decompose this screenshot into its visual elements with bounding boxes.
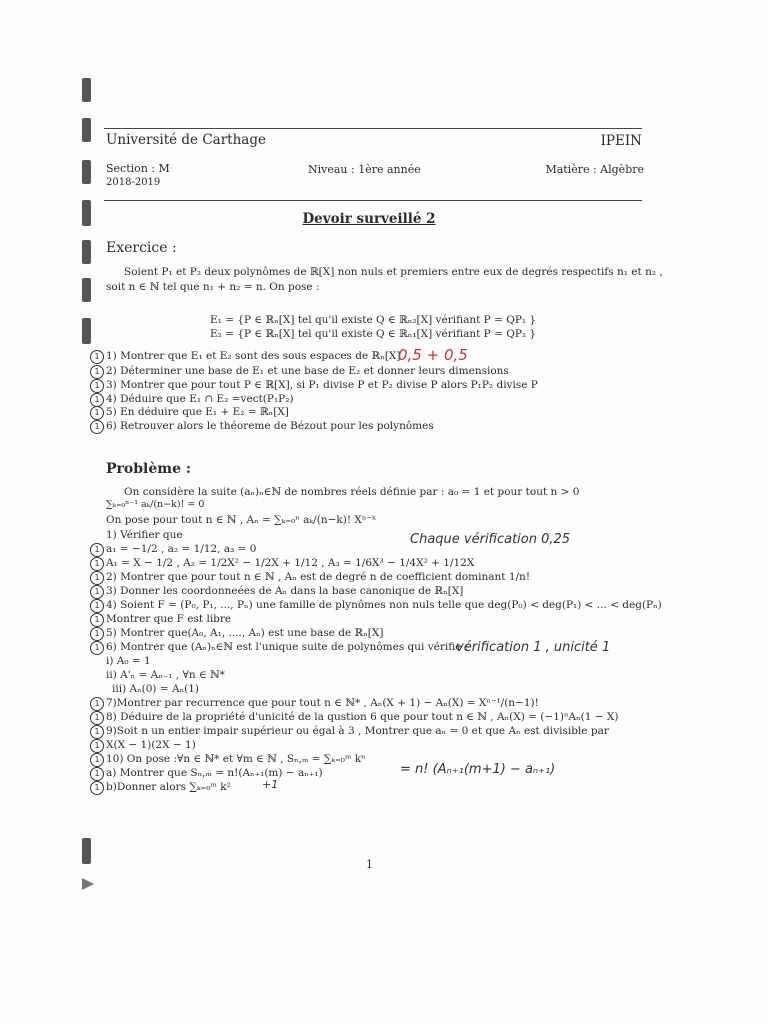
exercise-question: 1) Montrer que E₁ et E₂ sont des sous espaces de ℝₙ[X]: [106, 350, 401, 362]
handwritten-note: +1: [262, 778, 279, 791]
set-definition: E₁ = {P ∈ ℝₙ[X] tel qu'il existe Q ∈ ℝₙ₂[X] vérifiant P = QP₁ }: [210, 314, 537, 326]
exercise-intro: soit n ∈ ℕ tel que n₁ + n₂ = n. On pose :: [106, 281, 320, 293]
problem-line: 2) Montrer que pour tout n ∈ ℕ , Aₙ est de degré n de coefficient dominant 1/n!: [106, 571, 531, 583]
problem-line: a) Montrer que Sₙ,ₘ = n!(Aₙ₊₁(m) − aₙ₊₁): [106, 767, 323, 779]
scan-mark: [82, 878, 94, 890]
problem-line: A₁ = X − 1/2 , A₂ = 1/2X² − 1/2X + 1/12 , A₃ = 1/6X³ − 1/4X² + 1/12X: [106, 557, 475, 569]
exercise-question: 3) Montrer que pour tout P ∈ ℝ[X], si P₁ divise P et P₂ divise P alors P₁P₂ divise P: [106, 379, 538, 391]
grade-mark: 1: [90, 543, 104, 557]
problem-line: On considère la suite (aₙ)ₙ∈ℕ de nombres réels définie par : a₀ = 1 et pour tout n > 0: [124, 486, 580, 498]
problem-line: X(X − 1)(2X − 1): [106, 739, 196, 751]
grade-mark: 1: [90, 767, 104, 781]
subject-label: Matière : Algèbre: [545, 163, 644, 176]
scan-mark: [82, 78, 91, 102]
level-label: Niveau : 1ère année: [308, 163, 421, 176]
section-label: Section : M: [106, 162, 170, 175]
problem-line: 10) On pose :∀n ∈ ℕ* et ∀m ∈ ℕ , Sₙ,ₘ = ∑ₖ₌₀ᵐ kⁿ: [106, 753, 366, 765]
handwritten-note: Chaque vérification 0,25: [410, 532, 571, 547]
problem-line: On pose pour tout n ∈ ℕ , Aₙ = ∑ₖ₌₀ⁿ aₖ/(n−k)! Xⁿ⁻ᵏ: [106, 514, 376, 526]
exercise-question: 5) En déduire que E₁ + E₂ = ℝₙ[X]: [106, 406, 289, 418]
school-year: 2018-2019: [106, 177, 161, 188]
problem-line: 1) Vérifier que: [106, 529, 183, 541]
exercise-question: 6) Retrouver alors le théoreme de Bézout pour les polynômes: [106, 420, 434, 432]
exercise-question: 4) Déduire que E₁ ∩ E₂ =vect(P₁P₂): [106, 393, 294, 405]
scan-mark: [82, 278, 91, 302]
grade-mark: 1: [90, 406, 104, 420]
problem-line: 8) Déduire de la propriété d'unicité de la qustion 6 que pour tout n ∈ ℕ , Aₙ(X) = (−1)ⁿAₙ(1 − X): [106, 711, 619, 723]
grade-mark: 1: [90, 393, 104, 407]
grade-mark: 1: [90, 739, 104, 753]
grade-mark: 1: [90, 350, 104, 364]
grade-mark: 1: [90, 753, 104, 767]
institute-name: IPEIN: [600, 133, 642, 149]
exercise-question: 2) Déterminer une base de E₁ et une base de E₂ et donner leurs dimensions: [106, 365, 509, 377]
grade-mark: 1: [90, 613, 104, 627]
grade-mark: 1: [90, 599, 104, 613]
exercise-intro: Soient P₁ et P₂ deux polynômes de ℝ[X] non nuls et premiers entre eux de degrés respectifs n₁ et n₂ ,: [124, 266, 663, 278]
problem-line: ∑ₖ₌₀ⁿ⁻¹ aₖ/(n−k)! = 0: [106, 499, 205, 510]
scan-mark: [82, 838, 91, 864]
scan-mark: [82, 160, 91, 184]
problem-line: a₁ = −1/2 , a₂ = 1/12, a₃ = 0: [106, 543, 257, 555]
scan-mark: [82, 318, 91, 344]
page-title: Devoir surveillé 2: [302, 211, 436, 227]
problem-line: 9)Soit n un entier impair supérieur ou égal à 3 , Montrer que aₙ = 0 et que Aₙ est divisible par: [106, 725, 609, 737]
grade-mark: 1: [90, 781, 104, 795]
header-top-rule: [104, 128, 642, 129]
problem-line: 7)Montrer par recurrence que pour tout n ∈ ℕ* , Aₙ(X + 1) − Aₙ(X) = Xⁿ⁻¹/(n−1)!: [106, 697, 539, 709]
handwritten-note: vérification 1 , unicité 1: [456, 640, 611, 655]
handwritten-note: = n! (Aₙ₊₁(m+1) − aₙ₊₁): [400, 762, 556, 777]
grade-mark: 1: [90, 585, 104, 599]
scan-mark: [82, 118, 91, 142]
problem-line: 4) Soient F = (P₀, P₁, ..., Pₙ) une famille de plynômes non nuls telle que deg(P₀) < deg(P₁) < ... < deg(Pₙ): [106, 599, 662, 611]
problem-line: iii) Aₙ(0) = Aₙ(1): [112, 683, 199, 695]
grade-mark: 1: [90, 420, 104, 434]
problem-line: 6) Montrer que (Aₙ)ₙ∈ℕ est l'unique suite de polynômes qui vérifie :: [106, 641, 469, 653]
header-bottom-rule: [104, 200, 642, 201]
problem-line: 5) Montrer que(A₀, A₁, ...., Aₙ) est une base de ℝₙ[X]: [106, 627, 384, 639]
grade-note: 0,5 + 0,5: [398, 346, 468, 364]
grade-mark: 1: [90, 379, 104, 393]
problem-line: Montrer que F est libre: [106, 613, 232, 625]
grade-mark: 1: [90, 641, 104, 655]
scan-mark: [82, 240, 91, 264]
grade-mark: 1: [90, 711, 104, 725]
page-number: 1: [366, 858, 373, 871]
problem-line: 3) Donner les coordonneées de Aₙ dans la base canonique de ℝₙ[X]: [106, 585, 464, 597]
grade-mark: 1: [90, 627, 104, 641]
set-definition: E₂ = {P ∈ ℝₙ[X] tel qu'il existe Q ∈ ℝₙ₁[X] vérifiant P = QP₂ }: [210, 328, 537, 340]
problem-heading: Problème :: [106, 461, 192, 477]
university-name: Université de Carthage: [106, 132, 266, 148]
problem-line: ii) A'ₙ = Aₙ₋₁ , ∀n ∈ ℕ*: [106, 669, 225, 681]
grade-mark: 1: [90, 697, 104, 711]
grade-mark: 1: [90, 725, 104, 739]
grade-mark: 1: [90, 365, 104, 379]
problem-line: b)Donner alors ∑ₖ₌₀ᵐ k²: [106, 781, 231, 793]
exercise-heading: Exercice :: [106, 240, 177, 256]
grade-mark: 1: [90, 571, 104, 585]
grade-mark: 1: [90, 557, 104, 571]
problem-line: i) A₀ = 1: [106, 655, 151, 667]
